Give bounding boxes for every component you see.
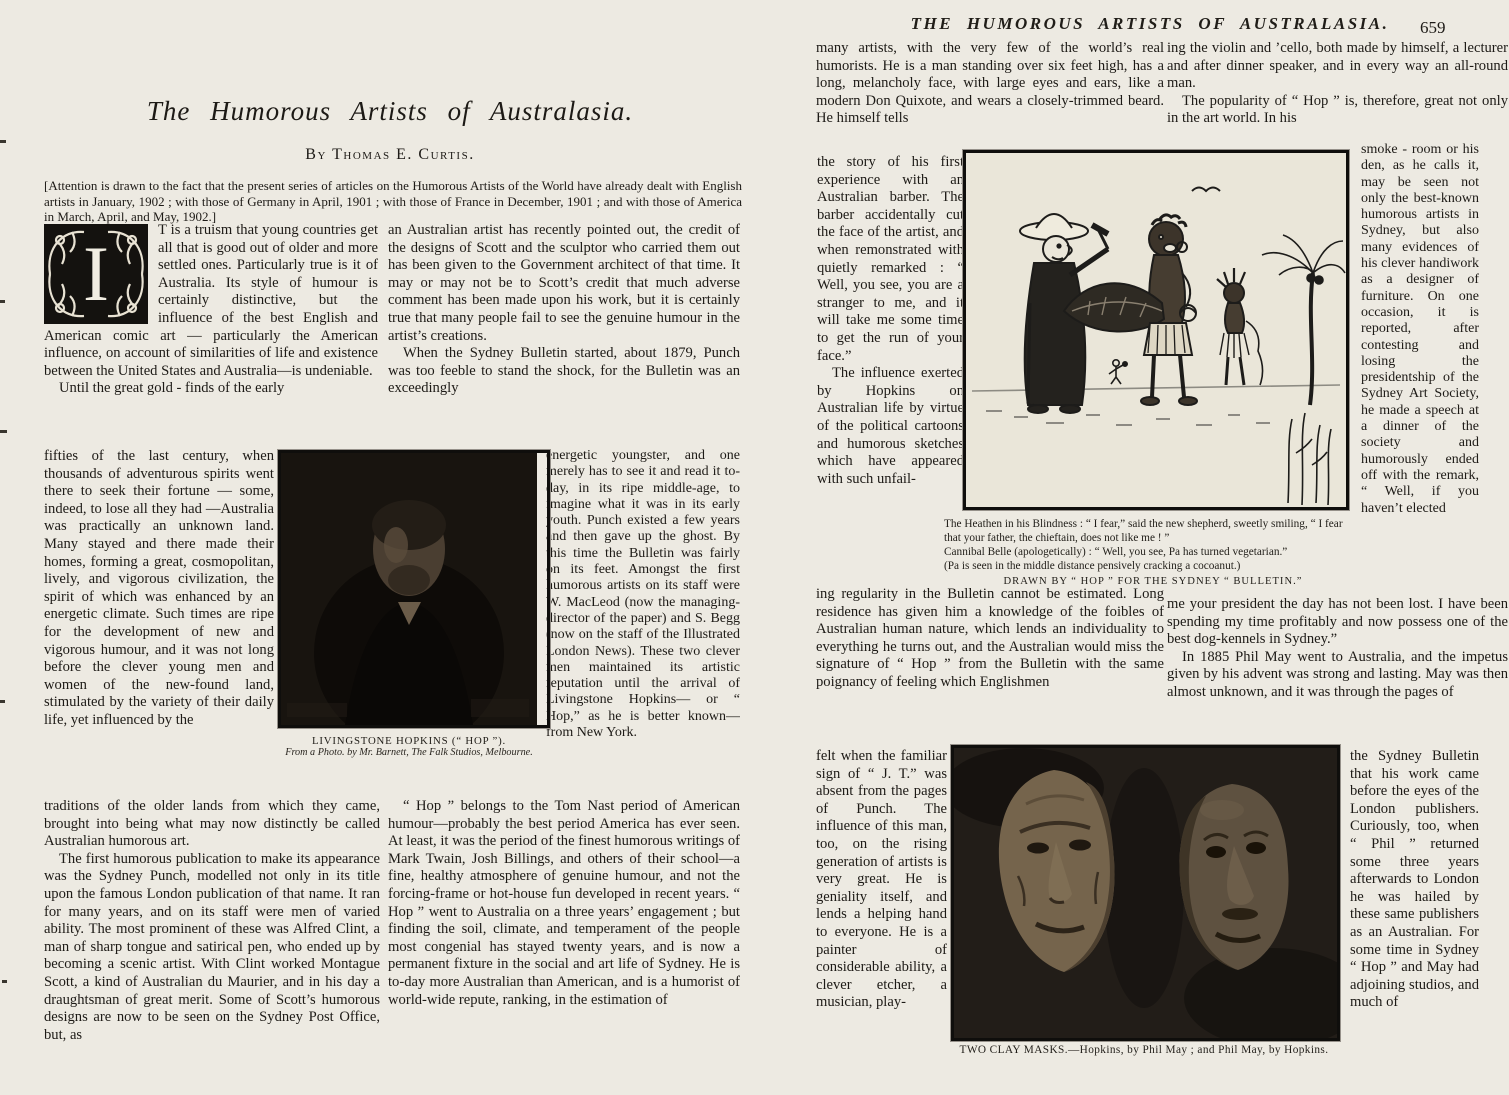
cartoon-caption-credit: DRAWN BY “ HOP ” FOR THE SYDNEY “ BULLETIN.” <box>1003 575 1303 587</box>
right-column2-paragraph <box>1350 748 1479 1086</box>
body-text: Until the great gold - finds of the early <box>59 380 285 397</box>
right-column1-paragraph <box>817 154 964 616</box>
drop-cap: I <box>83 230 109 318</box>
body-text: energetic youngster, and one merely has to see it and read it to-day, in its ripe middle-age, to imagine what it was in its early youth. Punch existed a few years and then gave up the ghost. By this time the Bulletin was fairly on its feet. Amongst the first humorous artists on its staff were W. MacLeod (now the managing-director of the paper) and S. Begg (now on the staff of the Illustrated London News). These two clever men maintained its artistic reputation until the arrival of Livingstone Hopkins— or “ Hop,” as he is better known—from New York. <box>546 448 740 741</box>
body-text: smoke - room or his den, as he calls it, may be seen not only the best-known humorous artists in Sydney, but also many evidences of his clever handiwork as a designer of furniture. On one occasion, it is reported, after contesting and losing the presidentship of the Sydney Art Society, he made a speech at a dinner of the society and humorously ended off with the remark, “ Well, if you haven’t elected <box>1361 142 1479 516</box>
cartoon-figure <box>963 150 1349 510</box>
ornamental-initial <box>44 224 148 324</box>
body-text: T is a truism that young countries get all that is good out of older and more settled ones. Particularly true is it of Australia. Its style of humour is certainly distinctive, but the influence of the best English and American comic art — particularly the American influence, on account of similarities of life and existence between the United States and Australia—is undeniable. <box>44 222 378 379</box>
body-text: the Sydney Bulletin that his work came before the eyes of the London publishers. Curiously, too, when “ Phil ” returned some three years afterwards to London he was hailed by these same publishers as an Australian. For some time in Sydney “ Hop ” and May had adjoining studios, and much of <box>1350 748 1479 1011</box>
heathen-cartoon-drawing <box>966 153 1346 507</box>
right-column2-paragraph <box>1361 142 1479 597</box>
cartoon-caption <box>944 518 1362 589</box>
body-text: The popularity of “ Hop ” is, therefore, great not only in the art world. In his <box>1167 92 1508 127</box>
body-text: fifties of the last century, when thousands of adventurous spirits went there to seek their fortune — some, indeed, to lose all they had —Australia was practically an unknown land. Many stayed and there made their homes, forming a great, cosmopolitan, lively, and vigorous civilization, the spirit of which was enhanced by an energetic climate. Such times are ripe for the development of new and vigorous humour, and it was not long before the clever young men and women of the new-found land, stimulated by the variety of their daily life, yet influenced by the <box>44 448 274 728</box>
right-column1-paragraph <box>816 586 1164 746</box>
body-text: many artists, with the very few of the world’s real humorists. He is a man standing over six feet high, has a long, melancholy face, with large eyes and ears, like a modern Don Quixote, and wears a closely-trimmed beard. He himself tells <box>816 40 1164 127</box>
page-number: 659 <box>1420 18 1446 37</box>
editorial-note: [Attention is drawn to the fact that the present series of articles on the Humorous Artists of the World have already dealt with English artists in January, 1902 ; with those of Germany in April, 1901 ; with those of France in December, 1901 ; and with those of America in March, April, and May, 1902.] <box>44 178 742 225</box>
portrait-caption-title: LIVINGSTONE HOPKINS (“ HOP ”). <box>311 735 507 747</box>
scan-artifact <box>0 140 6 143</box>
left-column2-paragraph <box>388 798 740 1088</box>
byline: By Thomas E. Curtis. <box>305 146 475 163</box>
right-column1-paragraph <box>816 748 947 1086</box>
body-text: “ Hop ” belongs to the Tom Nast period of American humour—probably the best period America has ever seen. At least, it was the period of the finest humorous writings of Mark Twain, Josh Billings, and others of their school—a fine, healthy atmosphere of genuine humour, and not the forcing-frame or hot-house fun developed in recent years. “ Hop ” went to Australia on a three years’ engagement ; but finding the soil, climate, and temperament of the people most congenial has stayed twenty years, and is now a permanent fixture in the social and art life of Sydney. He is to-day more Australian than American, and is a humorist of world-wide repute, ranking, in the estimation of <box>388 798 740 1008</box>
body-text: traditions of the older lands from which they came, brought into being what may now distinctly be called Australian humorous art. <box>44 798 380 850</box>
body-text: In 1885 Phil May went to Australia, and the impetus given by his advent was strong and lasting. May was then almost unknown, and it was through the pages of <box>1167 648 1508 700</box>
portrait-figure <box>268 450 550 760</box>
scan-artifact <box>2 980 7 983</box>
right-column2-paragraph <box>1167 40 1508 142</box>
left-column2-paragraph <box>388 222 740 450</box>
left-column1-paragraph <box>44 798 380 1088</box>
running-title: THE HUMOROUS ARTISTS OF AUSTRALASIA. <box>910 14 1390 33</box>
cartoon-caption-line: The Heathen in his Blindness : “ I fear,” said the new shepherd, sweetly smiling, “ I fear that your father, the chieftain, does not like me ! ” <box>944 518 1343 544</box>
two-clay-masks-image <box>954 748 1337 1038</box>
right-column1-paragraph <box>816 40 1164 156</box>
body-text: When the Sydney Bulletin started, about 1879, Punch was too feeble to stand the shock, for the Bulletin was an exceedingly <box>388 345 740 397</box>
livingstone-hopkins-portrait <box>281 453 537 725</box>
article-title: The Humorous Artists of Australasia. <box>146 96 634 126</box>
masks-caption: TWO CLAY MASKS.—Hopkins, by Phil May ; and Phil May, by Hopkins. <box>959 1044 1329 1056</box>
scan-artifact <box>0 700 5 703</box>
body-text: an Australian artist has recently pointed out, the credit of the designs of Scott and the sculptor who carried them out has been given to the Government architect of that time. It may or may not be to Scott’s credit that much adverse comment has been made upon his work, but it is certainly true that many people fail to see the genuine humour in the artist’s creations. <box>388 222 740 344</box>
body-text: The influence exerted by Hopkins on Australian life by virtue of the political cartoons and humorous sketches which have appeared with such unfail- <box>817 365 964 487</box>
scan-artifact <box>0 430 7 433</box>
body-text: the story of his first experience with an Australian barber. The barber accidentally cut the face of the artist, and when remonstrated with quietly remarked : “ Well, you see, you are a stranger to me, and it will take me some time to get the run of your face.” <box>817 154 964 364</box>
clay-masks-photo <box>951 745 1340 1041</box>
cartoon-caption-line: (Pa is seen in the middle distance pensively cracking a cocoanut.) <box>944 559 1241 572</box>
body-text: ing regularity in the Bulletin cannot be estimated. Long residence has given him a knowledge of the foibles of Australian human nature, which lends an individuality to everything he turns out, and the Australian would miss the signature of “ Hop ” from the Bulletin with the same poignancy of feeling which Englishmen <box>816 586 1164 690</box>
left-column1-paragraph <box>44 448 274 798</box>
body-text: The first humorous publication to make its appearance was the Sydney Punch, modelled not only in its title upon the famous London publication of that name. It ran for many years, and on its staff were men of varied ability. The most prominent of these was Alfred Clint, a man of sharp tongue and satirical pen, who ended up by becoming a scenic artist. With Clint worked Montague Scott, a kind of Australian du Maurier, and in his day a draughtsman of great merit. Some of Scott’s humorous designs are now to be seen on the Sydney Post Office, but, as <box>44 850 380 1043</box>
masks-figure <box>951 745 1340 1041</box>
right-column2-paragraph <box>1167 596 1508 746</box>
body-text: me your president the day has not been lost. I have been spending my time profitably and now possess one of the best dog-kennels in Sydney.” <box>1167 596 1508 648</box>
body-text: felt when the familiar sign of “ J. T.” was absent from the pages of Punch. The influence of this man, too, on the rising generation of artists is very great. He is geniality itself, and lends a helping hand to everyone. He is a painter of considerable ability, a clever etcher, a musician, play- <box>816 748 947 1011</box>
portrait-caption-credit: From a Photo. by Mr. Barnett, The Falk Studios, Melbourne. <box>285 747 533 758</box>
cartoon-illustration <box>963 150 1349 510</box>
portrait-photo <box>278 450 550 728</box>
cartoon-caption-line: Cannibal Belle (apologetically) : “ Well, you see, Pa has turned vegetarian.” <box>944 545 1288 558</box>
left-column1-paragraph <box>44 222 378 450</box>
body-text: ing the violin and ’cello, both made by himself, a lecturer and after dinner speaker, and in every way an all-round man. <box>1167 40 1508 92</box>
scan-artifact <box>0 300 5 303</box>
left-column2-paragraph <box>546 448 740 800</box>
